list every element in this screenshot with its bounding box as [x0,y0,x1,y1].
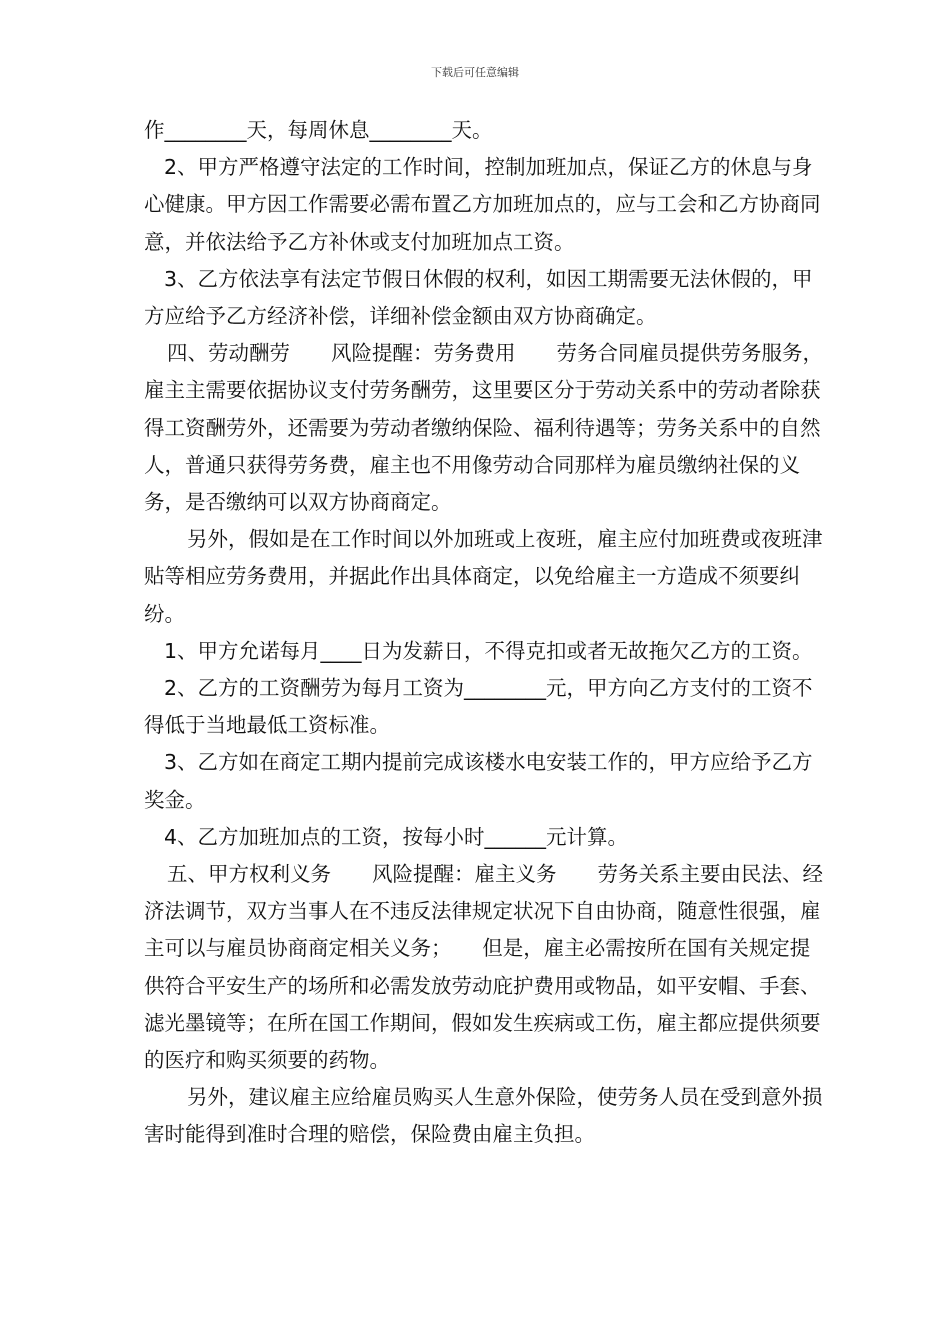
paragraph-clause-3-bonus: 3、乙方如在商定工期内提前完成该楼水电安装工作的，甲方应给予乙方奖金。 [144,750,813,812]
paragraph-additional-insurance: 另外，建议雇主应给雇员购买人生意外保险，使劳务人员在受到意外损害时能得到准时合理的赔偿，保险费由雇主负担。 [144,1085,823,1147]
page-header: 下载后可任意编辑 [431,66,519,79]
paragraph-clause-1-payday: 1、甲方允诺每月____日为发薪日，不得克扣或者无故拖欠乙方的工资。 [164,638,813,663]
paragraph-clause-4-hourly: 4、乙方加班加点的工资，按每小时______元计算。 [164,824,629,849]
paragraph-work-rest-days: 作________天，每周休息________天。 [144,118,493,142]
document-body [144,112,824,1154]
paragraph-additional-overtime-pay: 另外，假如是在工作时间以外加班或上夜班，雇主应付加班费或夜班津贴等相应劳务费用，并据此作出具体商定，以免给雇主一方造成不须要纠纷。 [144,527,823,626]
paragraph-clause-3-holidays: 3、乙方依法享有法定节假日休假的权利，如因工期需要无法休假的，甲方应给予乙方经济补偿，详细补偿金额由双方协商确定。 [144,266,813,329]
paragraph-clause-2-overtime: 2、甲方严格遵守法定的工作时间，控制加班加点，保证乙方的休息与身心健康。甲方因工作需要必需布置乙方加班加点的，应与工会和乙方协商同意，并依法给予乙方补休或支付加班加点工资。 [144,155,821,254]
paragraph-section-4-remuneration: 四、劳动酬劳 风险提醒：劳务费用 劳务合同雇员提供劳务服务，雇主主需要依据协议支付劳务酬劳，这里要区分于劳动关系中的劳动者除获得工资酬劳外，还需要为劳动者缴纳保险、福利待遇等；劳务关系中的自然人，普通只获得劳务费，雇主也不用像劳动合同那样为雇员缴纳社保的义务，是否缴纳可以双方协商商定。 [144,341,823,515]
paragraph-section-5-employer-duties: 五、甲方权利义务 风险提醒：雇主义务 劳务关系主要由民法、经济法调节，双方当事人在不违反法律规定状况下自由协商，随意性很强，雇主可以与雇员协商商定相关义务； 但是，雇主必需按所在国有关规定提供符合平安生产的场所和必需发放劳动庇护费用或物品，如平安帽、手套、滤光墨镜等；在所在国工作期间，假如发生疾病或工伤，雇主都应提供须要的医疗和购买须要的药物。 [144,862,823,1073]
paragraph-clause-2-salary: 2、乙方的工资酬劳为每月工资为________元，甲方向乙方支付的工资不得低于当地最低工资标准。 [144,676,813,738]
